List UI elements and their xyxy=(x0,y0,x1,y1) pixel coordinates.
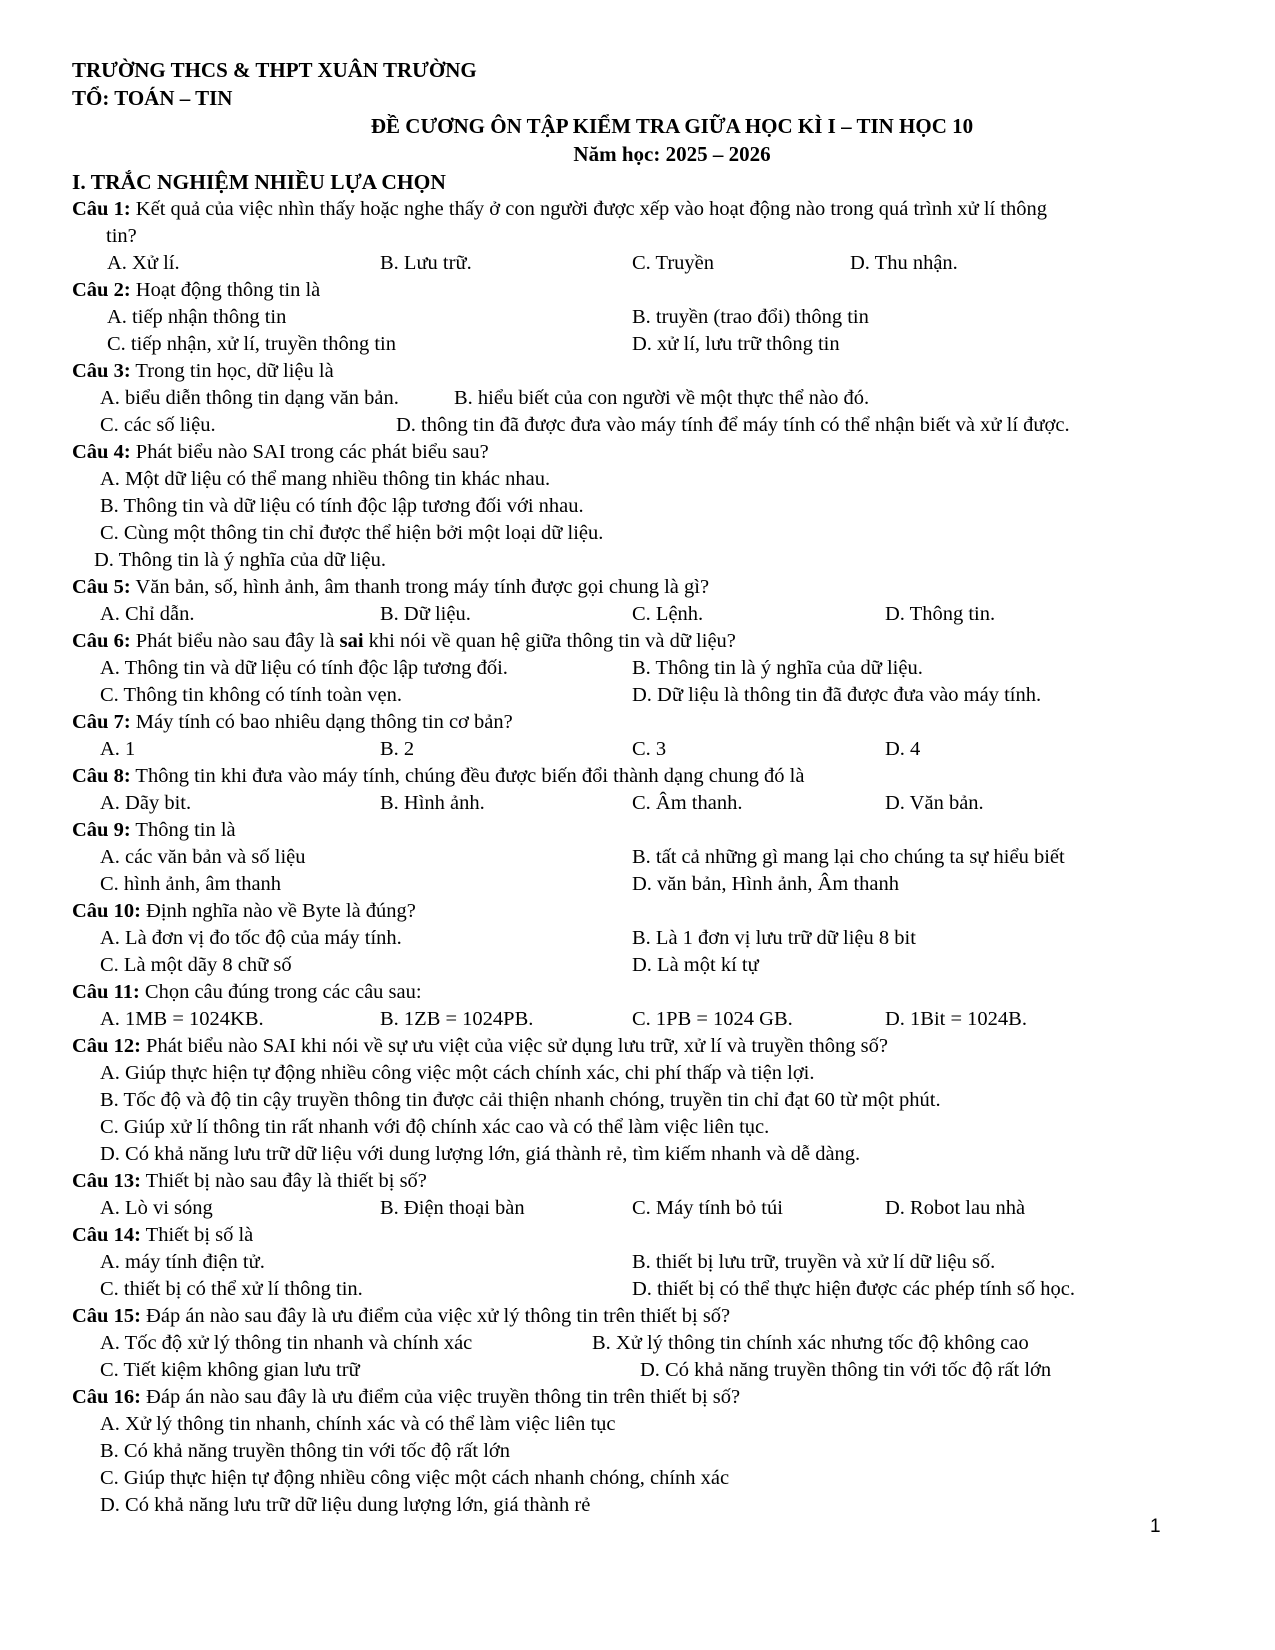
question-text: Thông tin khi đưa vào máy tính, chúng đều được biến đổi thành dạng chung đó là xyxy=(130,765,805,787)
question-text: Văn bản, số, hình ảnh, âm thanh trong máy tính được gọi chung là gì? xyxy=(130,576,710,598)
question-text: Đáp án nào sau đây là ưu điểm của việc xử lý thông tin trên thiết bị số? xyxy=(140,1305,731,1327)
question-text: Phát biểu nào SAI trong các phát biểu sau? xyxy=(130,441,489,463)
options-row xyxy=(72,385,1212,412)
option-a: A. Chỉ dẫn. xyxy=(100,603,195,625)
question-label: Câu 7: xyxy=(72,711,131,733)
question-text: Trong tin học, dữ liệu là xyxy=(130,360,334,382)
question-text: Đáp án nào sau đây là ưu điểm của việc truyền thông tin trên thiết bị số? xyxy=(140,1386,741,1408)
question-label: Câu 12: xyxy=(72,1035,141,1057)
option-d: D. Có khả năng lưu trữ dữ liệu với dung lượng lớn, giá thành rẻ, tìm kiếm nhanh và dễ dàng. xyxy=(100,1143,861,1165)
question-text: Máy tính có bao nhiêu dạng thông tin cơ bản? xyxy=(130,711,513,733)
question-9 xyxy=(72,817,1212,844)
options-row xyxy=(72,1330,1212,1357)
options-row xyxy=(72,790,1212,817)
question-label: Câu 2: xyxy=(72,279,131,301)
options-row xyxy=(72,1195,1212,1222)
option-d: D. văn bản, Hình ảnh, Âm thanh xyxy=(632,873,900,895)
options-row xyxy=(72,1276,1212,1303)
school-year: Năm học: 2025 – 2026 xyxy=(573,142,771,166)
question-label: Câu 8: xyxy=(72,765,131,787)
question-label: Câu 1: xyxy=(72,198,131,220)
options-row xyxy=(72,1357,1212,1384)
option-d: D. thông tin đã được đưa vào máy tính để máy tính có thể nhận biết và xử lí được. xyxy=(396,414,1070,436)
question-label: Câu 3: xyxy=(72,360,131,382)
question-label: Câu 14: xyxy=(72,1224,141,1246)
option-c: C. Lệnh. xyxy=(632,603,704,625)
options-row xyxy=(72,871,1212,898)
options-row xyxy=(72,952,1212,979)
question-label: Câu 9: xyxy=(72,819,131,841)
options-row xyxy=(72,682,1212,709)
question-text: Phát biểu nào SAI khi nói về sự ưu việt của việc sử dụng lưu trữ, xử lí và truyền thông số? xyxy=(140,1035,888,1057)
option-b: B. hiểu biết của con người về một thực thể nào đó. xyxy=(454,387,870,409)
option-d: D. Dữ liệu là thông tin đã được đưa vào máy tính. xyxy=(632,684,1042,706)
option-a: A. 1MB = 1024KB. xyxy=(100,1008,264,1030)
option-c: C. hình ảnh, âm thanh xyxy=(100,873,282,895)
option-b: B. Hình ảnh. xyxy=(380,792,485,814)
options-row xyxy=(72,736,1212,763)
question-text: Chọn câu đúng trong các câu sau: xyxy=(139,981,422,1003)
school-name: TRƯỜNG THCS & THPT XUÂN TRƯỜNG xyxy=(72,58,477,82)
option-d: D. Là một kí tự xyxy=(632,954,759,976)
question-10 xyxy=(72,898,1212,925)
option-c: C. 1PB = 1024 GB. xyxy=(632,1008,793,1030)
option-c: C. Thông tin không có tính toàn vẹn. xyxy=(100,684,402,706)
option-a: A. Giúp thực hiện tự động nhiều công việc một cách chính xác, chi phí thấp và tiện lợi. xyxy=(100,1062,815,1084)
question-label: Câu 5: xyxy=(72,576,131,598)
options-row xyxy=(72,844,1212,871)
option-a: A. 1 xyxy=(100,738,136,760)
options-row xyxy=(72,601,1212,628)
option-c: C. Máy tính bỏ túi xyxy=(632,1197,783,1219)
question-label: Câu 13: xyxy=(72,1170,141,1192)
option-b: B. Tốc độ và độ tin cậy truyền thông tin được cải thiện nhanh chóng, truyền tin chỉ đạt 60 từ một phút. xyxy=(100,1089,941,1111)
option-a: A. Lò vi sóng xyxy=(100,1197,213,1219)
option-d: D. 4 xyxy=(885,738,921,760)
option-d: D. Có khả năng lưu trữ dữ liệu dung lượng lớn, giá thành rẻ xyxy=(100,1494,591,1516)
option-c: C. Giúp xử lí thông tin rất nhanh với độ chính xác cao và có thể làm việc liên tục. xyxy=(100,1116,770,1138)
option-c: C. Cùng một thông tin chỉ được thể hiện bởi một loại dữ liệu. xyxy=(100,522,604,544)
question-text: Thiết bị số là xyxy=(140,1224,254,1246)
options-row xyxy=(72,1006,1212,1033)
option-d: D. Thông tin là ý nghĩa của dữ liệu. xyxy=(94,549,386,571)
question-5 xyxy=(72,574,1212,601)
options-row xyxy=(72,250,1212,277)
option-a: A. máy tính điện tử. xyxy=(100,1251,265,1273)
option-b: B. Lưu trữ. xyxy=(380,252,472,274)
question-7 xyxy=(72,709,1212,736)
question-8 xyxy=(72,763,1212,790)
option-d: D. Thu nhận. xyxy=(850,252,958,274)
question-13 xyxy=(72,1168,1212,1195)
department-name: TỔ: TOÁN – TIN xyxy=(72,86,233,110)
option-a: A. Thông tin và dữ liệu có tính độc lập tương đối. xyxy=(100,657,508,679)
option-a: A. Là đơn vị đo tốc độ của máy tính. xyxy=(100,927,402,949)
option-d: D. Thông tin. xyxy=(885,603,996,625)
option-a: A. biểu diễn thông tin dạng văn bản. xyxy=(100,387,399,409)
options-row xyxy=(72,331,1212,358)
question-16 xyxy=(72,1384,1212,1411)
question-label: Câu 4: xyxy=(72,441,131,463)
question-label: Câu 15: xyxy=(72,1305,141,1327)
page-number: 1 xyxy=(1150,1516,1161,1537)
option-d: D. Có khả năng truyền thông tin với tốc độ rất lớn xyxy=(640,1359,1052,1381)
option-c: C. Tiết kiệm không gian lưu trữ xyxy=(100,1359,360,1381)
question-text: Hoạt động thông tin là xyxy=(130,279,321,301)
option-b: B. tất cả những gì mang lại cho chúng ta sự hiểu biết xyxy=(632,846,1065,868)
option-c: C. 3 xyxy=(632,738,667,760)
question-15 xyxy=(72,1303,1212,1330)
option-c: C. Truyền xyxy=(632,252,715,274)
option-d: D. 1Bit = 1024B. xyxy=(885,1008,1027,1030)
option-c: C. tiếp nhận, xử lí, truyền thông tin xyxy=(107,333,396,355)
question-label: Câu 11: xyxy=(72,981,140,1003)
question-text: Định nghĩa nào về Byte là đúng? xyxy=(140,900,416,922)
option-a: A. Tốc độ xử lý thông tin nhanh và chính xác xyxy=(100,1332,473,1354)
question-11 xyxy=(72,979,1212,1006)
option-b: B. truyền (trao đổi) thông tin xyxy=(632,306,869,328)
question-text: Phát biểu nào sau đây là xyxy=(130,630,340,652)
document-title: ĐỀ CƯƠNG ÔN TẬP KIỂM TRA GIỮA HỌC KÌ I – TIN HỌC 10 xyxy=(370,114,974,138)
question-text-end: khi nói về quan hệ giữa thông tin và dữ liệu? xyxy=(363,630,736,652)
option-a: A. tiếp nhận thông tin xyxy=(107,306,287,328)
option-a: A. Dãy bit. xyxy=(100,792,192,814)
option-d: D. Văn bản. xyxy=(885,792,984,814)
question-14 xyxy=(72,1222,1212,1249)
option-a: A. Xử lý thông tin nhanh, chính xác và có thể làm việc liên tục xyxy=(100,1413,616,1435)
option-c: C. thiết bị có thể xử lí thông tin. xyxy=(100,1278,363,1300)
question-6 xyxy=(72,628,1212,655)
question-text: Thiết bị nào sau đây là thiết bị số? xyxy=(140,1170,427,1192)
option-b: B. 2 xyxy=(380,738,415,760)
option-d: D. xử lí, lưu trữ thông tin xyxy=(632,333,840,355)
option-b: B. Điện thoại bàn xyxy=(380,1197,525,1219)
option-b: B. Thông tin là ý nghĩa của dữ liệu. xyxy=(632,657,923,679)
option-a: A. các văn bản và số liệu xyxy=(100,846,306,868)
option-b: B. thiết bị lưu trữ, truyền và xử lí dữ liệu số. xyxy=(632,1251,996,1273)
option-c: C. Là một dãy 8 chữ số xyxy=(100,954,292,976)
section-heading: I. TRẮC NGHIỆM NHIỀU LỰA CHỌN xyxy=(72,170,446,194)
option-b: B. Dữ liệu. xyxy=(380,603,471,625)
options-row xyxy=(72,412,1212,439)
options-row xyxy=(72,925,1212,952)
question-2 xyxy=(72,277,1212,304)
option-a: A. Xử lí. xyxy=(107,252,180,274)
option-d: D. thiết bị có thể thực hiện được các phép tính số học. xyxy=(632,1278,1075,1300)
question-label: Câu 6: xyxy=(72,630,131,652)
document-page xyxy=(72,56,1212,1519)
option-c: C. các số liệu. xyxy=(100,414,216,436)
option-c: C. Âm thanh. xyxy=(632,792,743,814)
question-text-continued: tin? xyxy=(106,225,137,247)
options-row xyxy=(72,1249,1212,1276)
option-b: B. Có khả năng truyền thông tin với tốc độ rất lớn xyxy=(100,1440,510,1462)
option-b: B. Thông tin và dữ liệu có tính độc lập tương đối với nhau. xyxy=(100,495,584,517)
question-text: Thông tin là xyxy=(130,819,236,841)
question-1 xyxy=(72,196,1212,223)
question-label: Câu 16: xyxy=(72,1386,141,1408)
question-label: Câu 10: xyxy=(72,900,141,922)
option-c: C. Giúp thực hiện tự động nhiều công việc một cách nhanh chóng, chính xác xyxy=(100,1467,730,1489)
option-b: B. Là 1 đơn vị lưu trữ dữ liệu 8 bit xyxy=(632,927,916,949)
question-12 xyxy=(72,1033,1212,1060)
question-4 xyxy=(72,439,1212,466)
question-emphasis: sai xyxy=(339,630,364,652)
option-d: D. Robot lau nhà xyxy=(885,1197,1026,1219)
option-b: B. 1ZB = 1024PB. xyxy=(380,1008,534,1030)
option-a: A. Một dữ liệu có thể mang nhiều thông tin khác nhau. xyxy=(100,468,551,490)
option-b: B. Xử lý thông tin chính xác nhưng tốc độ không cao xyxy=(592,1332,1029,1354)
question-text: Kết quả của việc nhìn thấy hoặc nghe thấy ở con người được xếp vào hoạt động nào trong quá trình xử lí thông xyxy=(130,198,1048,220)
options-row xyxy=(72,304,1212,331)
options-row xyxy=(72,655,1212,682)
question-3 xyxy=(72,358,1212,385)
